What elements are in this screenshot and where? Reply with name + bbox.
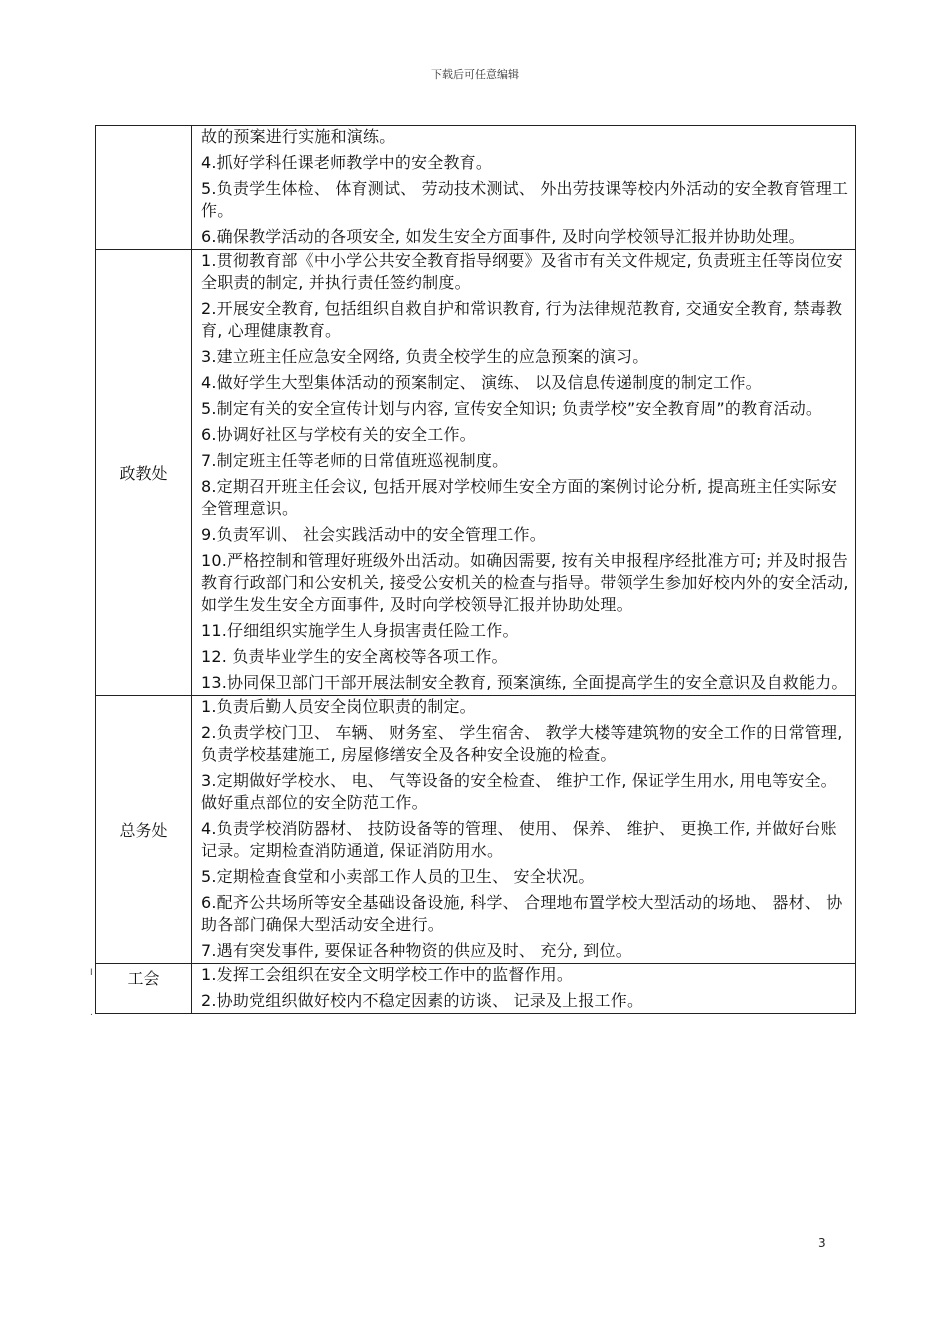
- page-number: 3: [818, 1236, 826, 1250]
- duty-item: 9.负责军训、 社会实践活动中的安全管理工作。: [201, 525, 546, 544]
- duty-item: 5.负责学生体检、 体育测试、 劳动技术测试、 外出劳技课等校内外活动的安全教育管理工作。: [201, 179, 849, 220]
- duty-item: 3.定期做好学校水、 电、 气等设备的安全检查、 维护工作, 保证学生用水, 用电等安全。做好重点部位的安全防范工作。: [201, 771, 837, 812]
- duty-item: 5.制定有关的安全宣传计划与内容, 宣传安全知识; 负责学校”安全教育周”的教育活动。: [201, 399, 823, 418]
- duty-item: 5.定期检查食堂和小卖部工作人员的卫生、 安全状况。: [201, 867, 595, 886]
- department-cell: 政教处: [96, 250, 192, 696]
- department-cell: 总务处: [96, 696, 192, 964]
- duty-items-cell: [192, 696, 856, 964]
- duty-items-cell: [192, 126, 856, 250]
- duty-item: 4.抓好学科任课老师教学中的安全教育。: [201, 153, 493, 172]
- duty-item: 10.严格控制和管理好班级外出活动。如确因需要, 按有关申报程序经批准方可; 并及时报告教育行政部门和公安机关, 接受公安机关的检查与指导。带领学生参加好校内外的安全活动, 如学生发生安全方面事件, 及时向学校领导汇报并协助处理。: [201, 551, 849, 614]
- duty-table: [95, 125, 856, 1014]
- duty-item: 12. 负责毕业学生的安全离校等各项工作。: [201, 647, 508, 666]
- margin-mark: I: [90, 968, 93, 978]
- duty-items-cell: [192, 250, 856, 696]
- duty-item: 1.负责后勤人员安全岗位职责的制定。: [201, 697, 476, 716]
- section-row: [96, 250, 856, 696]
- duty-item: 4.负责学校消防器材、 技防设备等的管理、 使用、 保养、 维护、 更换工作, 并做好台账记录。定期检查消防通道, 保证消防用水。: [201, 819, 837, 860]
- duty-item: 3.建立班主任应急安全网络, 负责全校学生的应急预案的演习。: [201, 347, 649, 366]
- duty-item: 7.制定班主任等老师的日常值班巡视制度。: [201, 451, 509, 470]
- duty-item: 2.协助党组织做好校内不稳定因素的访谈、 记录及上报工作。: [201, 991, 644, 1010]
- duty-item: 1.发挥工会组织在安全文明学校工作中的监督作用。: [201, 965, 574, 984]
- duty-item: 6.确保教学活动的各项安全, 如发生安全方面事件, 及时向学校领导汇报并协助处理。: [201, 227, 805, 246]
- margin-mark: .: [90, 1008, 93, 1018]
- duty-item: 6.配齐公共场所等安全基础设备设施, 科学、 合理地布置学校大型活动的场地、 器材、 协助各部门确保大型活动安全进行。: [201, 893, 843, 934]
- duty-item: 11.仔细组织实施学生人身损害责任险工作。: [201, 621, 519, 640]
- duty-items-cell: [192, 964, 856, 1014]
- department-cell: 工会: [96, 964, 192, 1014]
- department-cell: [96, 126, 192, 250]
- duty-item: 8.定期召开班主任会议, 包括开展对学校师生安全方面的案例讨论分析, 提高班主任实际安全管理意识。: [201, 477, 838, 518]
- duty-item: 2.负责学校门卫、 车辆、 财务室、 学生宿舍、 教学大楼等建筑物的安全工作的日常管理, 负责学校基建施工, 房屋修缮安全及各种安全设施的检查。: [201, 723, 843, 764]
- page-header: 下载后可任意编辑: [431, 68, 519, 81]
- duty-item: 故的预案进行实施和演练。: [201, 127, 396, 146]
- duty-table-body: [96, 126, 856, 1014]
- section-row: [96, 126, 856, 250]
- duty-item: 4.做好学生大型集体活动的预案制定、 演练、 以及信息传递制度的制定工作。: [201, 373, 762, 392]
- duty-item: 2.开展安全教育, 包括组织自救自护和常识教育, 行为法律规范教育, 交通安全教育, 禁毒教育, 心理健康教育。: [201, 299, 843, 340]
- duty-item: 6.协调好社区与学校有关的安全工作。: [201, 425, 476, 444]
- duty-item: 7.遇有突发事件, 要保证各种物资的供应及时、 充分, 到位。: [201, 941, 632, 960]
- section-row: [96, 964, 856, 1014]
- duty-item: 13.协同保卫部门干部开展法制安全教育, 预案演练, 全面提高学生的安全意识及自救能力。: [201, 673, 848, 692]
- duty-item: 1.贯彻教育部《中小学公共安全教育指导纲要》及省市有关文件规定, 负责班主任等岗位安全职责的制定, 并执行责任签约制度。: [201, 251, 843, 292]
- section-row: [96, 696, 856, 964]
